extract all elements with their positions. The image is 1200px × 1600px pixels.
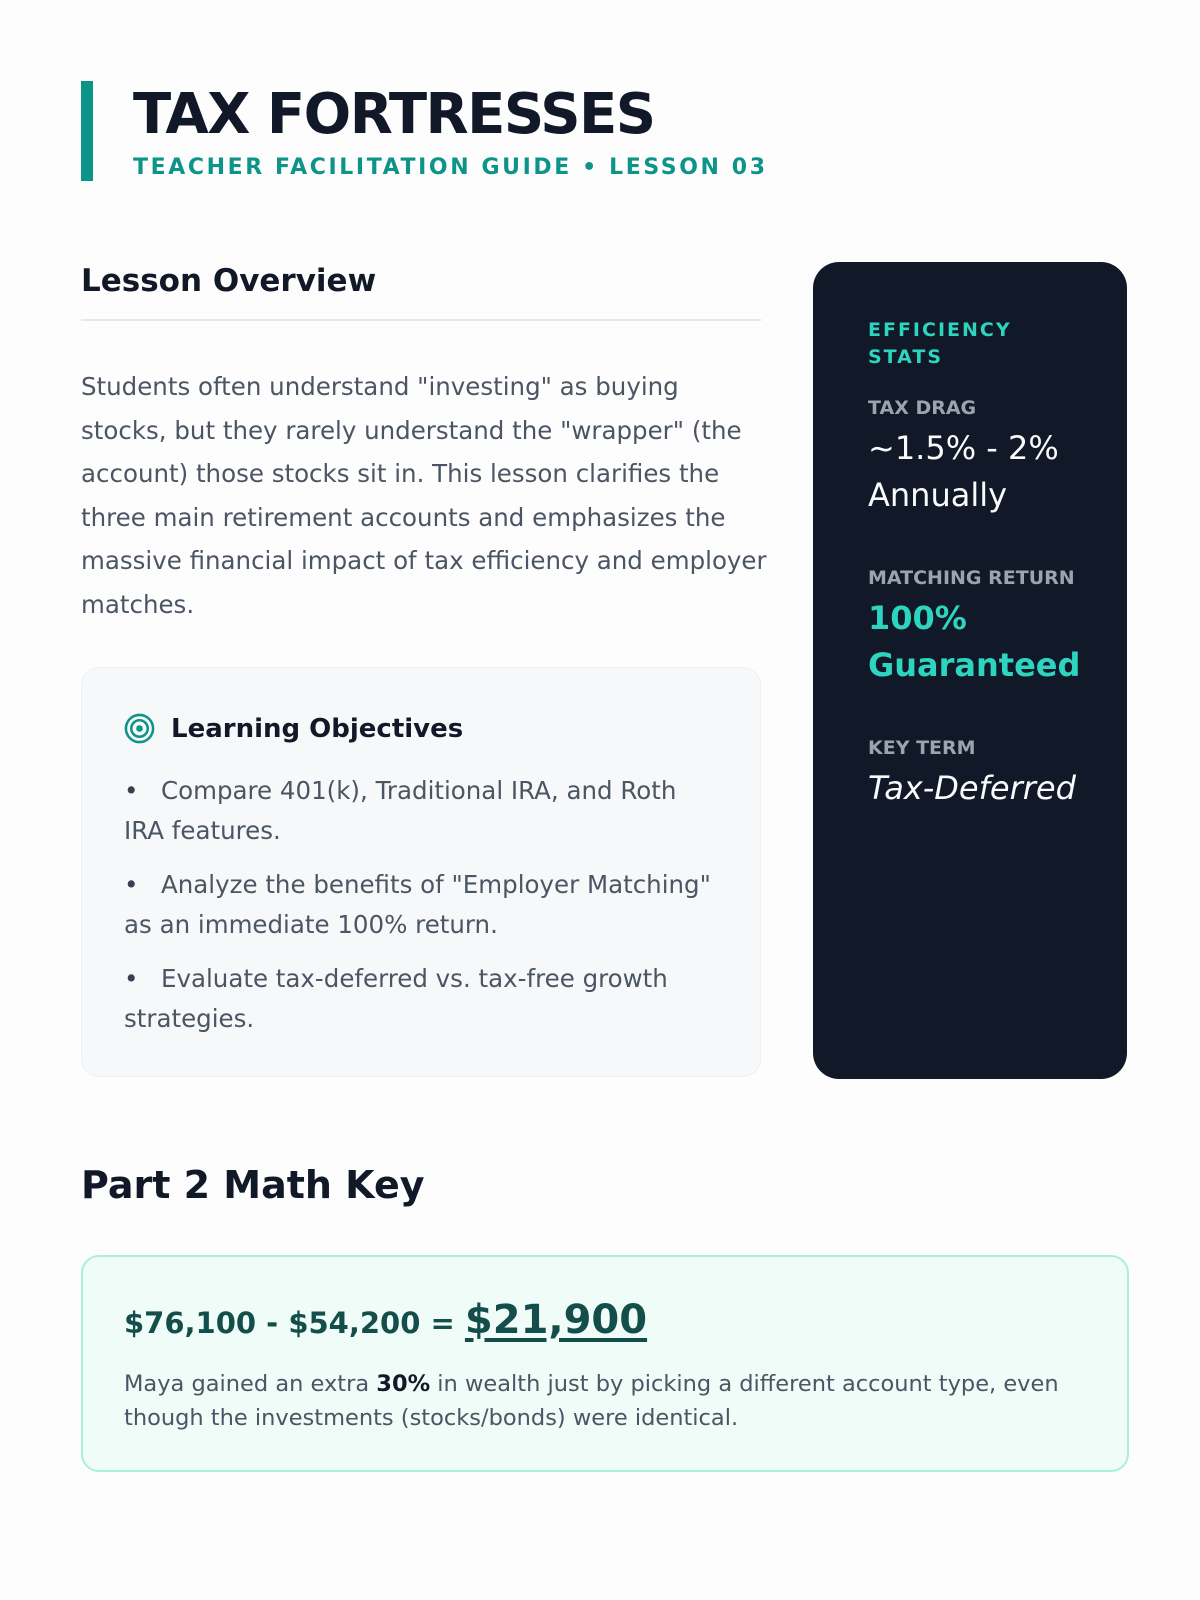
target-icon <box>124 713 155 744</box>
tax-drag-value: ~1.5% - 2% Annually <box>868 429 1059 514</box>
bullet-icon: • <box>124 870 139 899</box>
math-key-heading: Part 2 Math Key <box>81 1163 425 1207</box>
matching-return-label: MATCHING RETURN <box>868 567 1075 589</box>
key-term-label: KEY TERM <box>868 737 976 759</box>
equation-text: $76,100 - $54,200 = <box>124 1306 465 1340</box>
objective-item <box>124 771 724 851</box>
overview-heading: Lesson Overview <box>81 263 761 321</box>
stats-heading: EFFICIENCY STATS <box>868 319 1012 368</box>
objectives-header <box>124 713 463 744</box>
objective-text: Compare 401(k), Traditional IRA, and Roth IRA features. <box>124 776 677 845</box>
objective-text: Evaluate tax-deferred vs. tax-free growth strategies. <box>124 964 668 1033</box>
objective-text: Analyze the benefits of "Employer Matching" as an immediate 100% return. <box>124 870 711 939</box>
objective-item <box>124 865 724 945</box>
note-text-after: in wealth just by picking a different account type, even though the investments (stocks/bonds) were identical. <box>124 1371 1059 1431</box>
objective-item <box>124 959 724 1039</box>
note-highlight: 30% <box>376 1371 431 1397</box>
key-term-value: Tax-Deferred <box>868 769 1076 807</box>
math-explanation <box>124 1367 1064 1435</box>
objectives-list <box>124 771 724 1053</box>
page-title: TAX FORTRESSES <box>133 82 655 147</box>
bullet-icon: • <box>124 776 139 805</box>
equation-answer: $21,900 <box>464 1297 648 1343</box>
bullet-icon: • <box>124 964 139 993</box>
page-subtitle: TEACHER FACILITATION GUIDE • LESSON 03 <box>133 155 768 180</box>
objectives-card <box>81 667 761 1077</box>
overview-paragraph: Students often understand "investing" as buying stocks, but they rarely understand the "wrapper" (the account) those stocks sit in. This lesson clarifies the three main retirement accounts and emphasizes the massive financial impact of tax efficiency and employer matches. <box>81 372 767 619</box>
page-header <box>81 81 768 181</box>
tax-drag-label: TAX DRAG <box>868 397 977 419</box>
note-text-before: Maya gained an extra <box>124 1371 377 1397</box>
efficiency-stats-panel <box>813 262 1127 1079</box>
matching-return-value: 100% Guaranteed <box>868 599 1081 684</box>
objectives-title: Learning Objectives <box>171 713 464 744</box>
math-equation <box>124 1297 647 1343</box>
math-key-card <box>81 1255 1129 1472</box>
